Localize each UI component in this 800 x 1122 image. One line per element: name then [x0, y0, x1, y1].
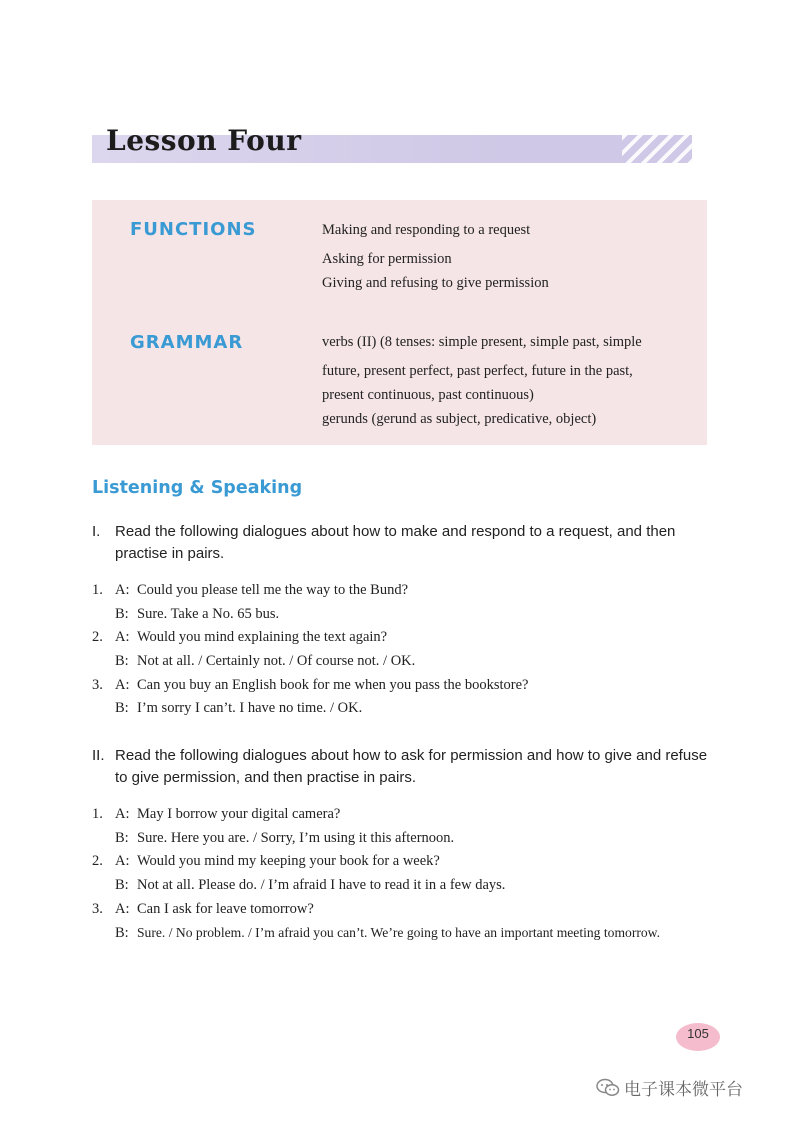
dialogue-line-b: Sure. Take a No. 65 bus. [137, 606, 280, 622]
functions-item: Making and responding to a request [322, 222, 531, 238]
part1-instruction-line1: Read the following dialogues about how to make and respond to a request, and then [115, 523, 676, 540]
speaker-b-label: B: [115, 925, 129, 941]
watermark [596, 1075, 743, 1103]
dialogue-line-b: Not at all. Please do. / I’m afraid I have to read it in a few days. [137, 877, 506, 893]
grammar-item: present continuous, past continuous) [322, 387, 534, 403]
speaker-b-label: B: [115, 653, 129, 669]
section-heading: Listening & Speaking [92, 478, 303, 498]
dialogue-line-b: I’m sorry I can’t. I have no time. / OK. [137, 700, 363, 716]
part2-numeral: II. [92, 747, 105, 764]
part2-instruction [92, 745, 732, 789]
dialogue-line-b: Sure. Here you are. / Sorry, I’m using it this afternoon. [137, 830, 455, 846]
dialogue-line-b: Sure. / No problem. / I’m afraid you can’t. We’re going to have an important meeting tomorrow. [137, 925, 661, 940]
speaker-a-label: A: [115, 629, 130, 645]
grammar-item: gerunds (gerund as subject, predicative, object) [322, 411, 597, 427]
banner-stripes [622, 135, 692, 163]
speaker-b-label: B: [115, 700, 129, 716]
wechat-icon [596, 1078, 620, 1103]
dialogue-number: 3. [92, 677, 103, 693]
dialogue-line-b: Not at all. / Certainly not. / Of course not. / OK. [137, 653, 416, 669]
speaker-a-label: A: [115, 853, 130, 869]
dialogue-line-a: Can I ask for leave tomorrow? [137, 901, 314, 917]
speaker-a-label: A: [115, 806, 130, 822]
page-number: 105 [687, 1026, 709, 1041]
functions-item: Asking for permission [322, 251, 452, 267]
dialogue-number: 2. [92, 853, 103, 869]
grammar-label: GRAMMAR [130, 332, 244, 353]
grammar-item: future, present perfect, past perfect, future in the past, [322, 363, 633, 379]
dialogue-line-a: May I borrow your digital camera? [137, 806, 341, 822]
dialogue-line-a: Can you buy an English book for me when you pass the bookstore? [137, 677, 529, 693]
functions-label: FUNCTIONS [130, 219, 257, 240]
dialogue-number: 3. [92, 901, 103, 917]
part1-instruction-line2: practise in pairs. [115, 545, 225, 562]
dialogue-number: 1. [92, 806, 103, 822]
dialogue-number: 1. [92, 582, 103, 598]
dialogue-line-a: Could you please tell me the way to the Bund? [137, 582, 409, 598]
part1-instruction [92, 521, 732, 565]
speaker-a-label: A: [115, 677, 130, 693]
speaker-a-label: A: [115, 582, 130, 598]
dialogue-line-a: Would you mind explaining the text again? [137, 629, 388, 645]
functions-item: Giving and refusing to give permission [322, 275, 549, 291]
dialogue-line-a: Would you mind my keeping your book for a week? [137, 853, 440, 869]
part2-instruction-line2: to give permission, and then practise in pairs. [115, 769, 416, 786]
watermark-text: 电子课本微平台 [624, 1080, 743, 1100]
speaker-a-label: A: [115, 901, 130, 917]
speaker-b-label: B: [115, 606, 129, 622]
grammar-item: verbs (II) (8 tenses: simple present, simple past, simple [322, 334, 642, 350]
part2-instruction-line1: Read the following dialogues about how to ask for permission and how to give and refuse [115, 747, 708, 764]
lesson-title: Lesson Four [106, 124, 302, 157]
dialogue-number: 2. [92, 629, 103, 645]
part1-numeral: I. [92, 523, 101, 540]
speaker-b-label: B: [115, 830, 129, 846]
speaker-b-label: B: [115, 877, 129, 893]
